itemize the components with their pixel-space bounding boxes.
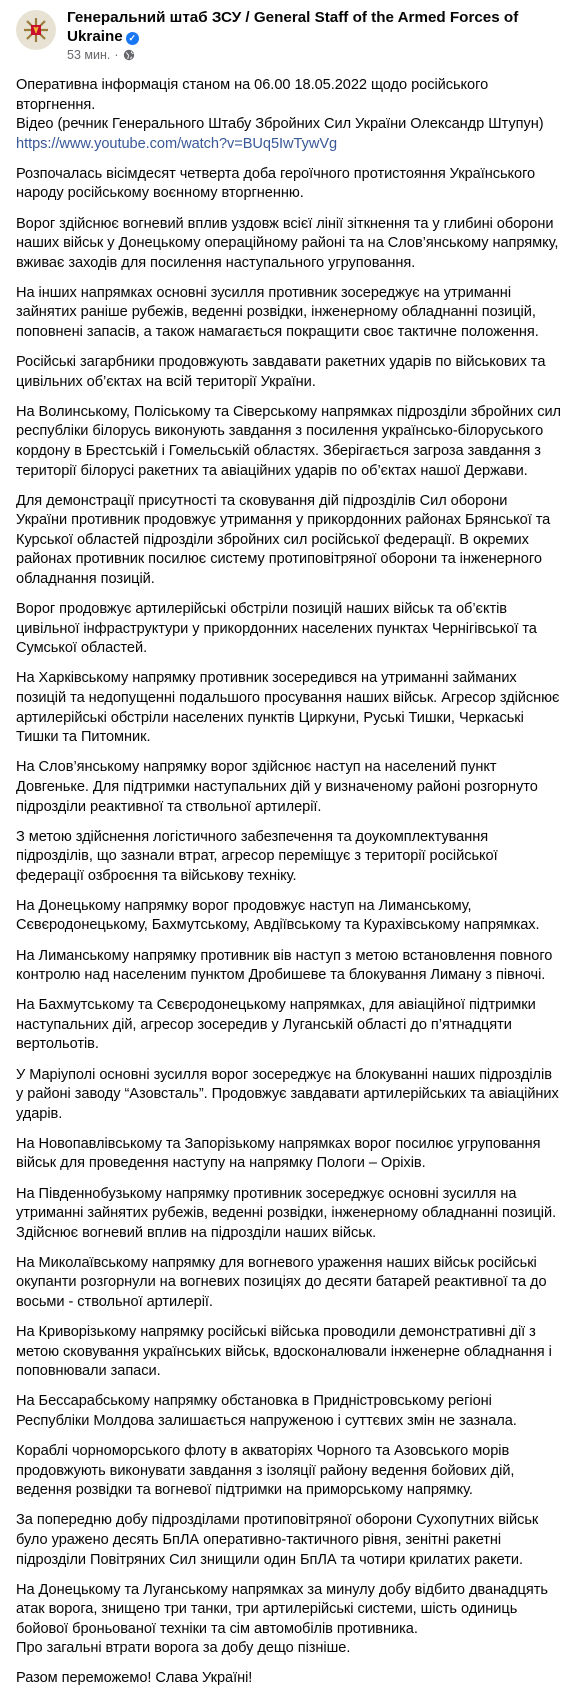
losses-note: Про загальні втрати ворога за добу дещо пізніше. (16, 1640, 351, 1657)
post-paragraph: Розпочалась вісімдесят четверта доба героїчного протистояння Українського народу російському воєнному вторгненню. (16, 165, 536, 202)
post-paragraph: Кораблі чорноморського флоту в акваторіях Чорного та Азовського морів продовжують виконувати завдання з ізоляції району ведення бойових дій, ведення розвідки та вогневої підтримки на приморському напрямку. (16, 1443, 515, 1499)
post-paragraph: На Слов’янському напрямку ворог здійснює наступ на населений пункт Довгеньке. Для підтримки наступальних дій у визначеному районі розгорнуто підрозділи реактивної та ствольної артилерії. (16, 759, 538, 815)
intro-paragraph (16, 76, 562, 154)
losses-paragraph (16, 1581, 562, 1659)
post-paragraph: Ворог продовжує артилерійські обстріли позицій наших військ та об’єктів цивільної інфраструктури у прикордонних населених пунктах Чернігівської та Сумської областей. (16, 601, 537, 657)
post-paragraph: Російські загарбники продовжують завдавати ракетних ударів по військових та цивільних об’єктах на всій території України. (16, 354, 546, 390)
globe-icon (123, 49, 135, 61)
intro-line: Оперативна інформація станом на 06.00 18.05.2022 щодо російського вторгнення. (16, 77, 489, 113)
post-paragraph: На Новопавлівському та Запорізькому напрямках ворог посилює угруповання військ для проведення наступу на напрямку Пологи – Оріхів. (16, 1135, 541, 1172)
post-paragraph: На Південнобузькому напрямку противник зосереджує основні зусилля на утриманні зайнятих рубежів, веденні розвідки, інженерному обладнанні позицій. Здійснює вогневий вплив на підрозділи наших військ. (16, 1185, 557, 1241)
post-meta (67, 48, 562, 62)
post-paragraph: Ворог здійснює вогневий вплив уздовж всієї лінії зіткнення та у глибині оборони наших військ у Донецькому операційному районі та на Слов’янському напрямку, вживає заходів для посилення наступального угруповання. (16, 215, 559, 271)
post-timestamp[interactable]: 53 мин. (67, 48, 111, 62)
page-name-link[interactable]: Генеральний штаб ЗСУ / General Staff of the Armed Forces of Ukraine (67, 9, 519, 45)
post-paragraph: У Маріуполі основні зусилля ворог зосереджує на блокуванні наших підрозділів у районі заводу “Азовсталь”. Продовжує завдавати артилерійських та авіаційних ударів. (16, 1066, 559, 1122)
post-paragraph: Для демонстрації присутності та сковування дій підрозділів Сил оборони України противник продовжує утримання у прикордонних районах Брянської та Курської областей підрозділи збройних сил російської федерації. В окремих районах противник посилює систему протиповітряної оборони та інженерного обладнання позицій. (16, 492, 551, 588)
post-paragraph: На Бессарабському напрямку обстановка в Придністровському регіоні Республіки Молдова залишається напруженою і суттєвих змін не зазнала. (16, 1393, 517, 1429)
post-paragraph: За попередню добу підрозділами протиповітряної оборони Сухопутних військ було уражено десять БпЛА оперативно-тактичного рівня, зенітні ракетні підрозділи Повітряних Сил знищили один БпЛА та чотири крилатих ракети. (16, 1512, 539, 1568)
post-paragraph: На інших напрямках основні зусилля противник зосереджує на утриманні зайнятих раніше рубежів, веденні розвідки, інженерному обладнанні позицій, поповнені запасів, а також намагається покращити своє тактичне положення. (16, 284, 539, 341)
emblem-icon[interactable] (16, 10, 56, 50)
post-body (16, 76, 562, 1689)
post-header (16, 8, 562, 76)
post-paragraph: На Миколаївському напрямку для вогневого ураження наших військ російські окупанти розгорнули на вогневих позиціях до десяти батарей реактивної та до восьми - ствольної артилерії. (16, 1254, 547, 1310)
post-paragraph: На Харківському напрямку противник зосередився на утриманні займаних позицій та недопущенні подальшого просування наших військ. Агресор здійснює артилерійські обстріли населених пунктів Циркуни, Руські Тишки, Черкаські Тишки та Питомник. (16, 670, 560, 746)
post-paragraph: На Донецькому напрямку ворог продовжує наступ на Лиманському, Сєвєродонецькому, Бахмутському, Авдіївському та Курахівському напрямках. (16, 897, 540, 934)
losses-summary: На Донецькому та Луганському напрямках за минулу добу відбито дванадцять атак ворога, знищено три танки, три артилерійські системи, шість одиниць бойової броньованої техніки та сім автомобілів противника. (16, 1581, 548, 1637)
post-paragraph: На Волинському, Поліському та Сіверському напрямках підрозділи збройних сил республіки білорусь виконують завдання з посилення українсько-білоруського кордону в Брестській і Гомельській областях. Зберігається загроза завдання з території білорусі ракетних та авіаційних ударів по об’єктах нашої Держави. (16, 403, 562, 479)
meta-separator: · (114, 48, 119, 62)
post-paragraph: З метою здійснення логістичного забезпечення та доукомплектування підрозділів, що зазнали втрат, агресор переміщує з території російської федерації озброєння та військову техніку. (16, 828, 498, 884)
closing-line: Разом переможемо! Слава Україні! (16, 1670, 253, 1687)
post-paragraph: На Бахмутському та Сєвєродонецькому напрямках, для авіаційної підтримки наступальних дій, агресор зосередив у Луганській області до п’ятнадцяти вертольотів. (16, 997, 536, 1053)
youtube-link[interactable]: https://www.youtube.com/watch?v=BUq5IwTywVg (16, 135, 338, 152)
verified-badge-icon: ✓ (126, 32, 139, 45)
video-caption: Відео (речник Генерального Штабу Збройних Сил України Олександр Штупун) (16, 116, 544, 133)
post-paragraph: На Лиманському напрямку противник вів наступ з метою встановлення повного контролю над населеним пунктом Дробишеве та блокування Лиману з півночі. (16, 947, 553, 984)
post-paragraph: На Криворізькому напрямку російські війська проводили демонстративні дії з метою сковування українських військ, вдосконалювали інженерне обладнання і поповнювали запаси. (16, 1324, 552, 1380)
